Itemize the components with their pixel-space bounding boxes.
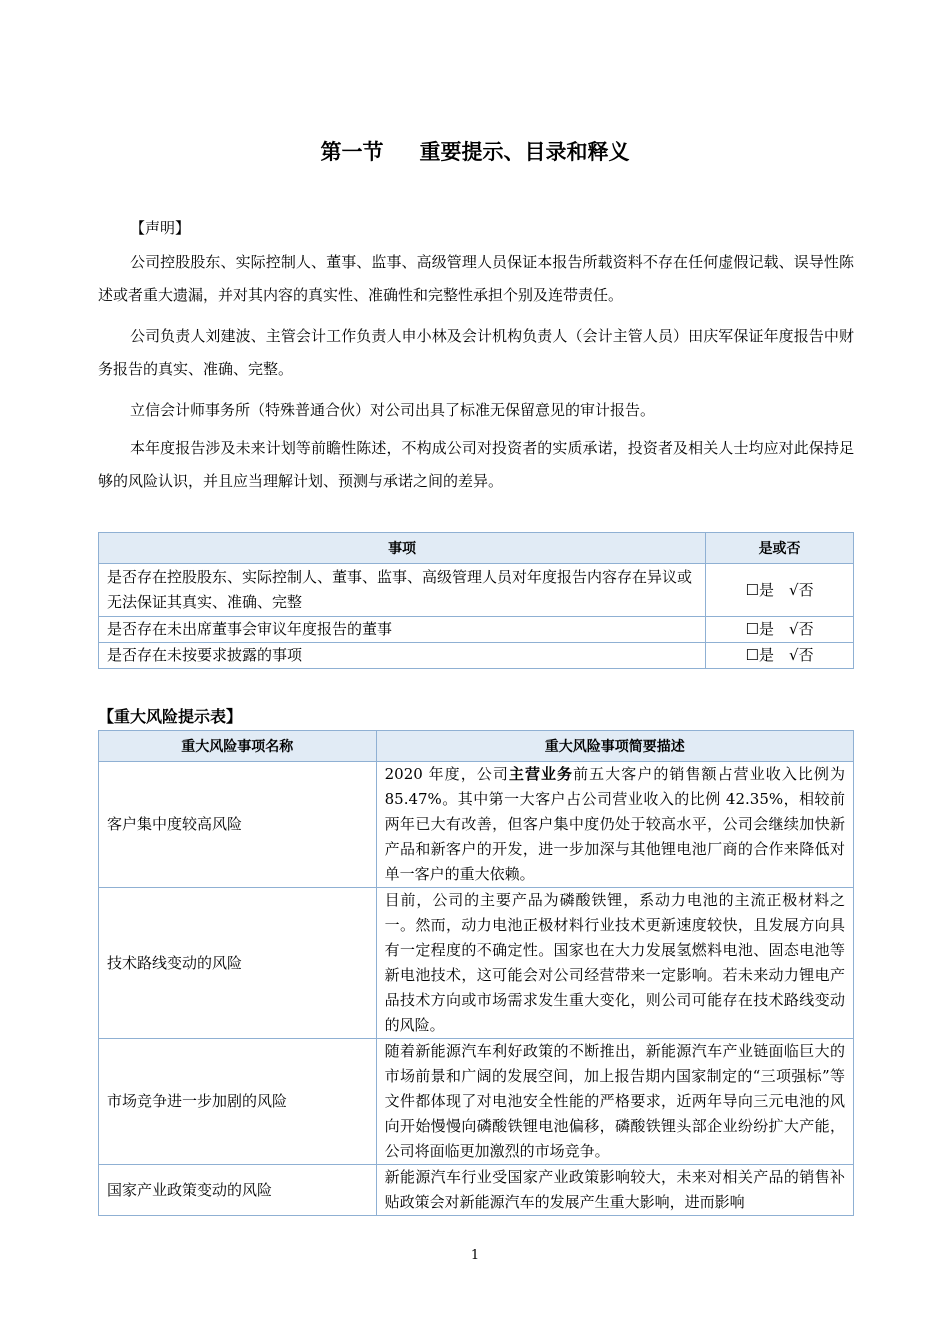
risk-desc-cell: 新能源汽车行业受国家产业政策影响较大，未来对相关产品的销售补贴政策会对新能源汽车的发展产生重大影响，进而影响 (376, 1165, 853, 1216)
risk-desc-emphasis: 主营业务 (508, 765, 574, 783)
risk-name-cell: 市场竞争进一步加剧的风险 (99, 1039, 377, 1165)
table-header-row (99, 731, 854, 762)
declaration-paragraph: 立信会计师事务所（特殊普通合伙）对公司出具了标准无保留意见的审计报告。 (130, 401, 656, 419)
page-title (0, 136, 950, 166)
declaration-heading: 【声明】 (130, 219, 191, 237)
risk-name-cell: 国家产业政策变动的风险 (99, 1165, 377, 1216)
declaration-paragraph: 本年度报告涉及未来计划等前瞻性陈述，不构成公司对投资者的实质承诺，投资者及相关人士均应对此保持足够的风险认识，并且应当理解计划、预测与承诺之间的差异。 (98, 439, 854, 490)
risk-desc-cell: 随着新能源汽车利好政策的不断推出，新能源汽车产业链面临巨大的市场前景和广阔的发展空间，加上报告期内国家制定的“三项强标”等文件都体现了对电池安全性能的严格要求，近两年导向三元电池的风向开始慢慢向磷酸铁锂电池偏移，磷酸铁锂头部企业纷纷扩大产能，公司将面临更加激烈的市场竞争。 (376, 1039, 853, 1165)
risk-desc-cell (376, 762, 853, 888)
item-cell: 是否存在控股股东、实际控制人、董事、监事、高级管理人员对年度报告内容存在异议或无法保证其真实、准确、完整 (99, 564, 706, 617)
declaration-paragraph: 公司控股股东、实际控制人、董事、监事、高级管理人员保证本报告所载资料不存在任何虚假记载、误导性陈述或者重大遗漏，并对其内容的真实性、准确性和完整性承担个别及连带责任。 (98, 253, 854, 304)
table-row (99, 564, 854, 617)
item-cell: 是否存在未出席董事会审议年度报告的董事 (99, 617, 706, 643)
column-header: 重大风险事项名称 (99, 731, 377, 762)
item-cell: 是否存在未按要求披露的事项 (99, 643, 706, 669)
table-row (99, 617, 854, 643)
table-row (99, 1039, 854, 1165)
answer-cell: ☐是 √否 (706, 617, 854, 643)
table-row (99, 643, 854, 669)
table-row (99, 1165, 854, 1216)
confirmation-table (98, 532, 854, 669)
risk-table-heading: 【重大风险提示表】 (98, 707, 243, 726)
risk-desc-cell: 目前，公司的主要产品为磷酸铁锂，系动力电池的主流正极材料之一。然而，动力电池正极材料行业技术更新速度较快，且发展方向具有一定程度的不确定性。国家也在大力发展氢燃料电池、固态电池等新电池技术，这可能会对公司经营带来一定影响。若未来动力锂电产品技术方向或市场需求发生重大变化，则公司可能存在技术路线变动的风险。 (376, 888, 853, 1039)
section-name: 重要提示、目录和释义 (419, 140, 630, 164)
page-number: 1 (470, 1248, 480, 1263)
table-row (99, 888, 854, 1039)
column-header: 重大风险事项简要描述 (376, 731, 853, 762)
table-row (99, 762, 854, 888)
risk-name-cell: 技术路线变动的风险 (99, 888, 377, 1039)
answer-cell: ☐是 √否 (706, 643, 854, 669)
answer-cell: ☐是 √否 (706, 564, 854, 617)
risk-name-cell: 客户集中度较高风险 (99, 762, 377, 888)
risk-table (98, 730, 854, 1216)
table-header-row (99, 533, 854, 564)
risk-desc-text: 前五大客户的销售额占营业收入比例为 85.47%。其中第一大客户占公司营业收入的比例 42.35%，相较前两年已大有改善，但客户集中度仍处于较高水平，公司会继续加快新产品和新客户的开发，进一步加深与其他锂电池厂商的合作来降低对单一客户的重大依赖。 (384, 765, 845, 883)
section-number: 第一节 (320, 140, 384, 164)
risk-desc-text: 2020 年度，公司 (384, 765, 509, 783)
declaration-paragraph: 公司负责人刘建波、主管会计工作负责人申小林及会计机构负责人（会计主管人员）田庆军保证年度报告中财务报告的真实、准确、完整。 (98, 327, 854, 378)
column-header: 事项 (99, 533, 706, 564)
column-header: 是或否 (706, 533, 854, 564)
